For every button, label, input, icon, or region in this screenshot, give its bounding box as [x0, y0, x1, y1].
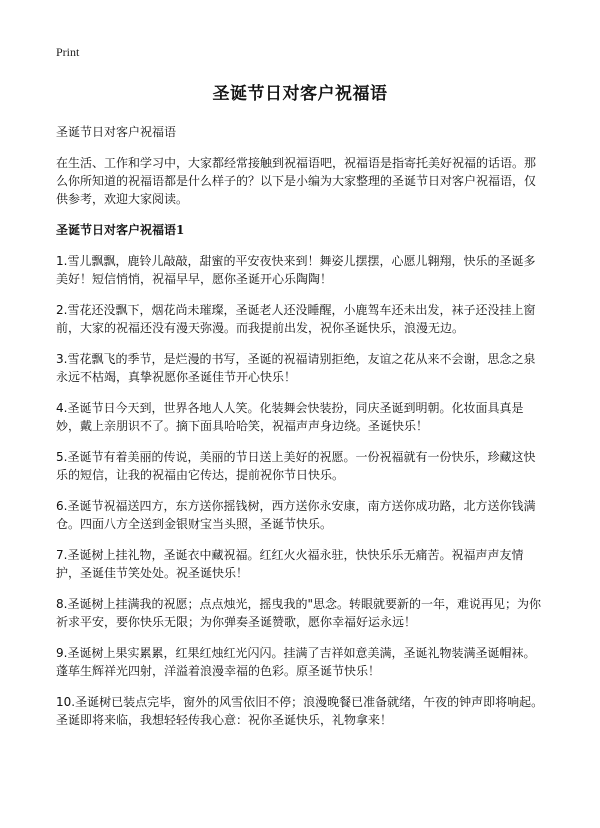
greeting-item-8: 8.圣诞树上挂满我的祝愿；点点烛光，摇曳我的"思念。转眼就要新的一年，难说再见；为你祈求平安，要你快乐无限；为你弹奏圣诞赞歌，愿你幸福好运永远！: [56, 597, 541, 629]
section-heading: 圣诞节日对客户祝福语1: [56, 223, 185, 237]
intro-paragraph: 在生活、工作和学习中，大家都经常接触到祝福语吧，祝福语是指寄托美好祝福的话语。那么你所知道的祝福语都是什么样子的？以下是小编为大家整理的圣诞节日对客户祝福语，仅供参考，欢迎大家阅读。: [56, 156, 537, 206]
greeting-item-1: 1.雪儿飘飘，鹿铃儿敲敲，甜蜜的平安夜快来到！舞姿儿摆摆，心愿儿翱翔，快乐的圣诞多美好！短信悄悄，祝福早早，愿你圣诞开心乐陶陶！: [56, 254, 536, 286]
greeting-item-5: 5.圣诞节有着美丽的传说，美丽的节日送上美好的祝愿。一份祝福就有一份快乐，珍藏这快乐的短信，让我的祝福由它传达，提前祝你节日快乐。: [56, 450, 536, 482]
greeting-item-3: 3.雪花飘飞的季节，是烂漫的书写，圣诞的祝福请别拒绝，友谊之花从来不会谢，思念之泉永远不枯竭，真挚祝愿你圣诞佳节开心快乐！: [56, 352, 536, 384]
document-title: 圣诞节日对客户祝福语: [212, 84, 388, 104]
greeting-item-9: 9.圣诞树上果实累累，红果红烛红光闪闪。挂满了吉祥如意美满，圣诞礼物装满圣诞帽袜。蓬荜生辉祥光四射，洋溢着浪漫幸福的色彩。原圣诞节快乐！: [56, 646, 536, 678]
greeting-item-10: 10.圣诞树已装点完毕，窗外的风雪依旧不停；浪漫晚餐已准备就绪，午夜的钟声即将响起。圣诞即将来临，我想轻轻传我心意：祝你圣诞快乐，礼物拿来！: [56, 695, 544, 727]
greeting-item-6: 6.圣诞节祝福送四方，东方送你摇钱树，西方送你永安康，南方送你成功路，北方送你钱满仓。四面八方全送到金银财宝当头照，圣诞节快乐。: [56, 499, 536, 531]
document-subtitle: 圣诞节日对客户祝福语: [56, 125, 177, 139]
document-body: [56, 123, 546, 742]
greeting-item-7: 7.圣诞树上挂礼物，圣诞衣中藏祝福。红红火火福永驻，快快乐乐无痛苦。祝福声声友情护，圣诞佳节笑处处。祝圣诞快乐！: [56, 548, 524, 580]
greeting-item-2: 2.雪花还没飘下，烟花尚未璀璨，圣诞老人还没睡醒，小鹿驾车还未出发，袜子还没挂上窗前，大家的祝福还没有漫天弥漫。而我提前出发，祝你圣诞快乐，浪漫无边。: [56, 303, 536, 335]
greeting-item-4: 4.圣诞节日今天到，世界各地人人笑。化装舞会快装扮，同庆圣诞到明朝。化妆面具真是妙，戴上亲朋识不了。摘下面具哈哈笑，祝福声声身边绕。圣诞快乐！: [56, 401, 524, 433]
print-link[interactable]: Print: [56, 45, 80, 59]
